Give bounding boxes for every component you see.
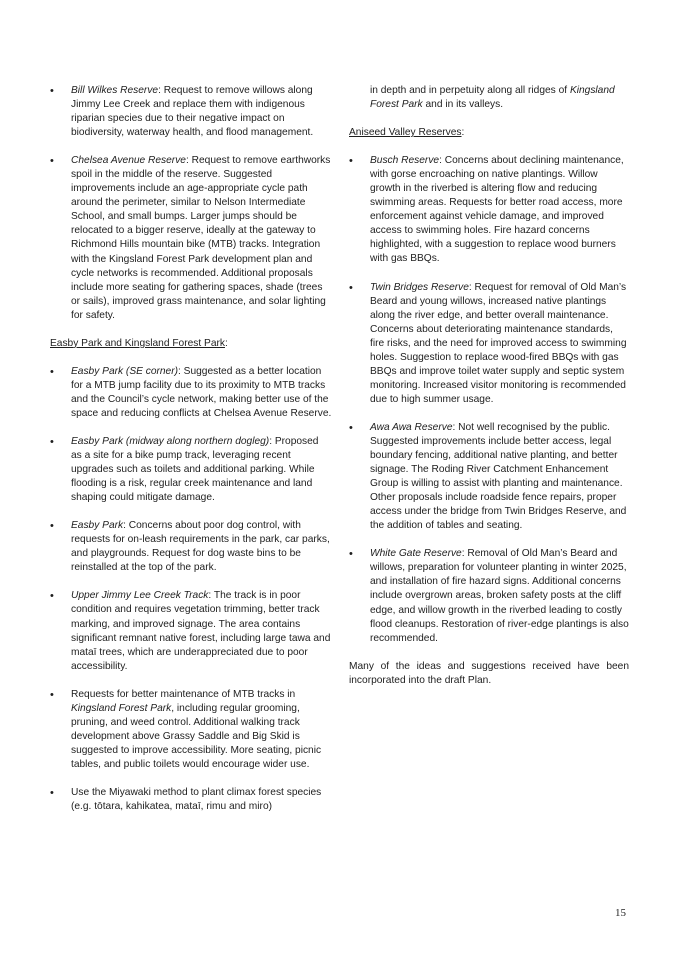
reserve-name: Easby Park bbox=[71, 520, 124, 532]
bullet-text: : Request for removal of Old Man’s Beard and young willows, increased native plantings along the river edge, and better overall maintenance. Concerns about deteriorating maintenance standards, fire risks, and the need for improved access to swimming holes. Suggestion to replace wood-fired BBQs with gas BBQs and improve toilet water supply and septic system monitoring. Increased visitor monitoring is recommended due to high summer usage. bbox=[370, 281, 627, 405]
bullet-twin-bridges-reserve bbox=[349, 281, 629, 407]
left-column bbox=[50, 84, 332, 814]
bullet-bill-wilkes-reserve bbox=[50, 84, 332, 140]
bullet-mtb-maintenance: • Requests for better maintenance of MTB tracks in Kingsland Forest Park, including regular grooming, pruning, and weed control. Additional walking track development above Grassy Saddle and Big Skid is suggested to improve accessibility. More seating, picnic tables, and public toilets would encourage wider use. bbox=[50, 688, 332, 772]
bullet-text: : Removal of Old Man’s Beard and willows, preparation for volunteer planting in winter 2025, and installation of fire hazard signs. Additional concerns include overgrown areas, broken safety posts at the cliff edge, and willow growth in the riverbed leading to costly flood cleanups. Restoration of river-edge plantings is also recommended. bbox=[370, 548, 629, 644]
bullet-upper-jimmy-lee bbox=[50, 589, 332, 673]
section-heading-aniseed: Aniseed Valley Reserves: bbox=[349, 127, 465, 139]
bullet-easby-park-dogs bbox=[50, 519, 332, 575]
reserve-name: Easby Park (midway along northern dogleg) bbox=[71, 435, 270, 447]
park-name: Kingsland Forest Park bbox=[71, 702, 172, 714]
bullet-text: : Proposed as a site for a bike pump track, leveraging recent upgrades such as toilets and additional parking. While flooding is a risk, regular creek maintenance and land shaping could mitigate damage. bbox=[71, 435, 319, 504]
bullet-text: : Suggested as a better location for a MTB jump facility due to its proximity to MTB tracks and the Council’s cycle network, making better use of the space and reducing conflicts at Chelsea Avenue Reserve. bbox=[71, 365, 332, 419]
page-number: 15 bbox=[615, 907, 626, 919]
reserve-name: Upper Jimmy Lee Creek Track bbox=[71, 590, 209, 602]
bullet-text: : The track is in poor condition and requires vegetation trimming, better track marking, and improved signage. The area contains significant remnant native forest, including large tawa and mataī trees, which are underappreciated due to poor accessibility. bbox=[71, 590, 331, 672]
reserve-name: Awa Awa Reserve bbox=[370, 421, 453, 433]
bullet-text: , including regular grooming, pruning, and weed control. Additional walking track development above Grassy Saddle and Big Skid is suggested to improve accessibility. More seating, picnic tables, and public toilets would encourage wider use. bbox=[71, 702, 322, 770]
bullet-easby-park-midway bbox=[50, 435, 332, 505]
bullet-easby-park-se bbox=[50, 365, 332, 421]
bullet-miyawaki bbox=[50, 786, 332, 814]
bullet-text: : Request to remove earthworks spoil in the middle of the reserve. Suggested improvements include an age-appropriate cycle path around the perimeter, similar to Nelson Intermediate School, and small bumps. Larger jumps should be relocated to a bigger reserve, ideally at the gateway to Richmond Hills mountain bike (MTB) tracks. Integration with the Kingsland Forest Park development plan and cycle networks is recommended. Additional proposals include more seating for gathering spaces, shade (trees or sails), improved grass maintenance, and solar lighting for safety. bbox=[71, 155, 331, 321]
bullet-busch-reserve bbox=[349, 154, 629, 266]
bullet-awa-awa-reserve bbox=[349, 421, 629, 533]
closing-paragraph: Many of the ideas and suggestions received have been incorporated into the draft Plan. bbox=[349, 660, 629, 686]
reserve-name: Chelsea Avenue Reserve bbox=[71, 155, 186, 167]
reserve-name: Twin Bridges Reserve bbox=[370, 281, 469, 293]
bullet-text: : Not well recognised by the public. Suggested improvements include better access, legal boundary fencing, additional native planting, and better signage. The Roding River Catchment Enhancement Group is willing to assist with planting and maintenance. Other proposals include roadside fence repairs, proper access under the bridge from Twin Bridges Reserve, and the addition of tables and seating. bbox=[370, 421, 627, 532]
reserve-name: Bill Wilkes Reserve bbox=[71, 85, 159, 96]
bullet-text: : Request to remove willows along Jimmy Lee Creek and replace them with indigenous riparian species due to their negative impact on biodiversity, waterway health, and flood management. bbox=[71, 85, 314, 139]
bullet-text: : Concerns about poor dog control, with requests for on-leash requirements in the park, car parks, and playgrounds. Request for dog waste bins to be reinstalled at the top of the park. bbox=[71, 520, 330, 574]
reserve-name: Busch Reserve bbox=[370, 155, 440, 167]
bullet-white-gate-reserve bbox=[349, 547, 629, 645]
bullet-text: : Concerns about declining maintenance, with gorse encroaching on native plantings. Willow growth in the riverbed is altering flow and reducing swimming areas. Requests for better road access, more enforcement against vehicle damage, and improved access to swimming holes. Fire hazard concerns highlighted, with a suggestion to replace wood burners with gas BBQs. bbox=[370, 155, 624, 265]
bullet-text: Use the Miyawaki method to plant climax forest species (e.g. tōtara, kahikatea, mataī, rimu and miro) bbox=[71, 786, 322, 813]
right-column bbox=[349, 84, 629, 688]
park-name: Kingsland Forest Park bbox=[370, 85, 615, 111]
bullet-chelsea-avenue-reserve bbox=[50, 154, 332, 323]
reserve-name: White Gate Reserve bbox=[370, 548, 462, 560]
reserve-name: Easby Park (SE corner) bbox=[71, 365, 179, 377]
bullet-continuation: in depth and in perpetuity along all ridges of Kingsland Forest Park and in its valleys. bbox=[370, 85, 615, 111]
section-heading-easby: Easby Park and Kingsland Forest Park: bbox=[50, 337, 228, 349]
